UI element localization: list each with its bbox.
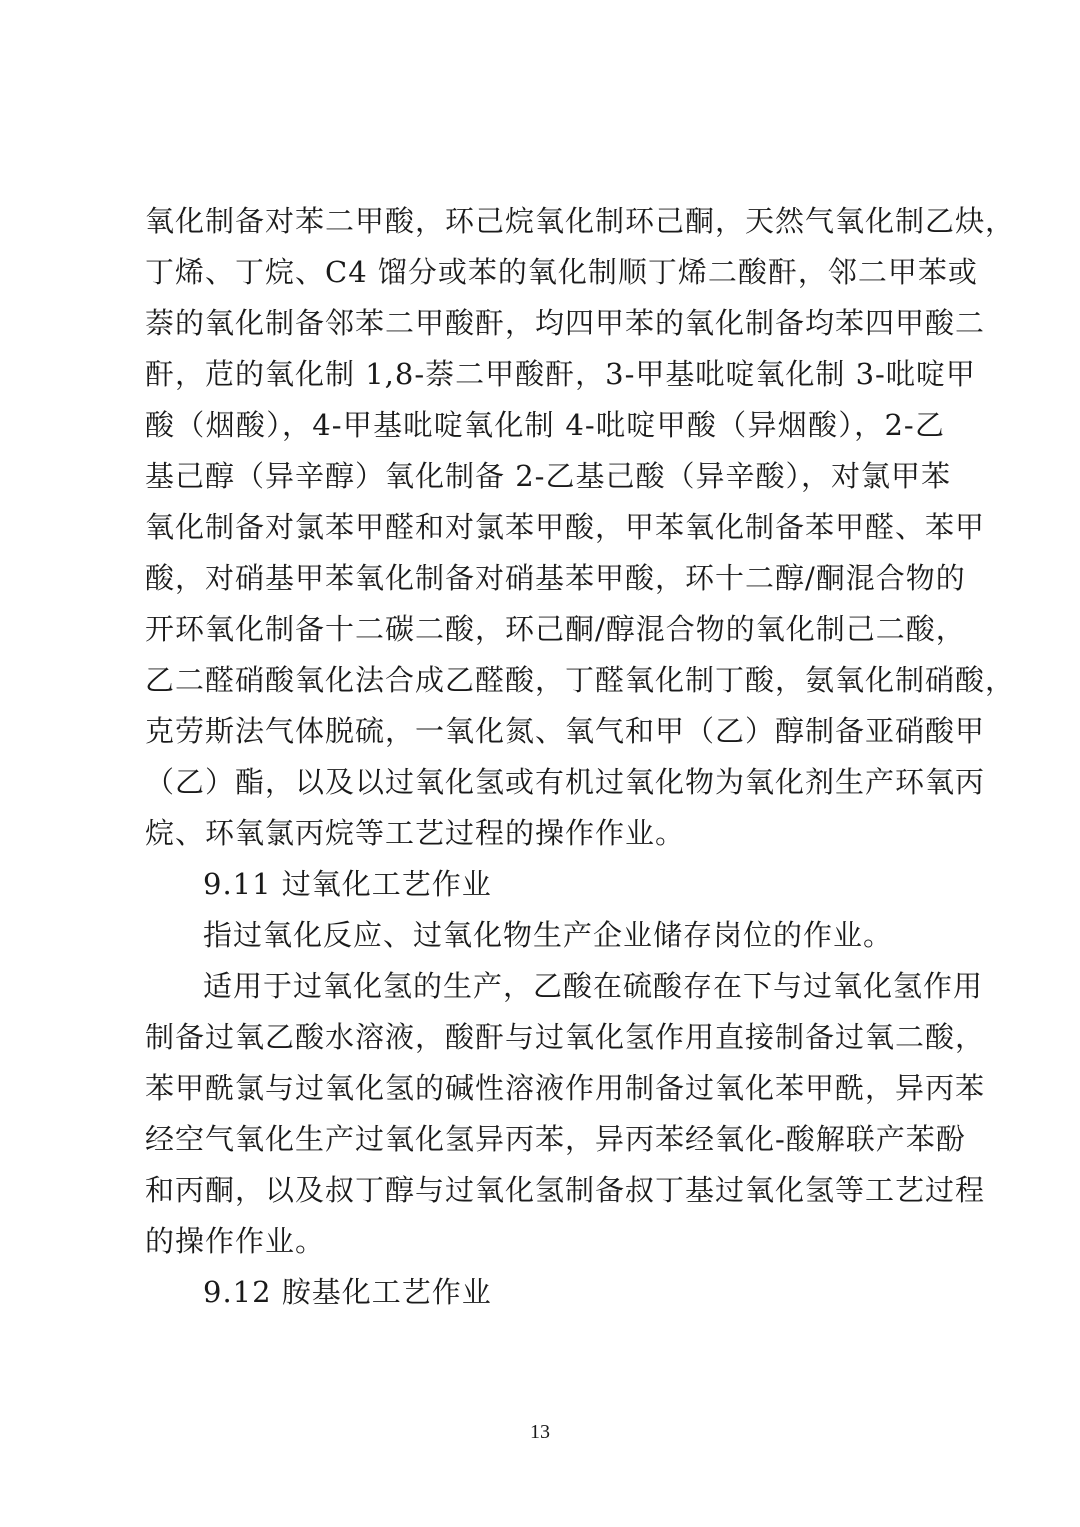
text-line: （乙）酯，以及以过氧化氢或有机过氧化物为氧化剂生产环氧丙 [145,765,986,799]
section-heading-9-11: 9.11 过氧化工艺作业 [203,867,492,901]
text-line: 酐，苊的氧化制 1,8-萘二甲酸酐，3-甲基吡啶氧化制 3-吡啶甲 [145,357,976,391]
text-line: 苯甲酰氯与过氧化氢的碱性溶液作用制备过氧化苯甲酰，异丙苯 [145,1071,986,1105]
text-line: 萘的氧化制备邻苯二甲酸酐，均四甲苯的氧化制备均苯四甲酸二 [145,306,986,340]
section-definition: 指过氧化反应、过氧化物生产企业储存岗位的作业。 [203,918,894,952]
text-line: 丁烯、丁烷、C4 馏分或苯的氧化制顺丁烯二酸酐，邻二甲苯或 [145,255,978,289]
text-line: 酸，对硝基甲苯氧化制备对硝基苯甲酸，环十二醇/酮混合物的 [145,561,966,595]
text-line: 经空气氧化生产过氧化氢异丙苯，异丙苯经氧化-酸解联产苯酚 [145,1122,966,1156]
text-line: 乙二醛硝酸氧化法合成乙醛酸，丁醛氧化制丁酸，氨氧化制硝酸， [145,663,1016,697]
text-line: 和丙酮，以及叔丁醇与过氧化氢制备叔丁基过氧化氢等工艺过程 [145,1173,986,1207]
text-line: 酸（烟酸），4-甲基吡啶氧化制 4-吡啶甲酸（异烟酸），2-乙 [145,408,945,442]
text-line: 开环氧化制备十二碳二酸，环己酮/醇混合物的氧化制己二酸， [145,612,966,646]
text-line: 的操作作业。 [145,1224,326,1258]
page-number: 13 [530,1421,550,1443]
text-line: 烷、环氧氯丙烷等工艺过程的操作作业。 [145,816,686,850]
text-line: 氧化制备对氯苯甲醛和对氯苯甲酸，甲苯氧化制备苯甲醛、苯甲 [145,510,986,544]
section-heading-9-12: 9.12 胺基化工艺作业 [203,1275,492,1309]
text-line: 克劳斯法气体脱硫，一氧化氮、氧气和甲（乙）醇制备亚硝酸甲 [145,714,986,748]
text-line: 氧化制备对苯二甲酸，环己烷氧化制环己酮，天然气氧化制乙炔， [145,204,1016,238]
text-line: 适用于过氧化氢的生产，乙酸在硫酸存在下与过氧化氢作用 [203,969,984,1003]
text-line: 基己醇（异辛醇）氧化制备 2-乙基己酸（异辛酸），对氯甲苯 [145,459,951,493]
text-line: 制备过氧乙酸水溶液，酸酐与过氧化氢作用直接制备过氧二酸， [145,1020,986,1054]
